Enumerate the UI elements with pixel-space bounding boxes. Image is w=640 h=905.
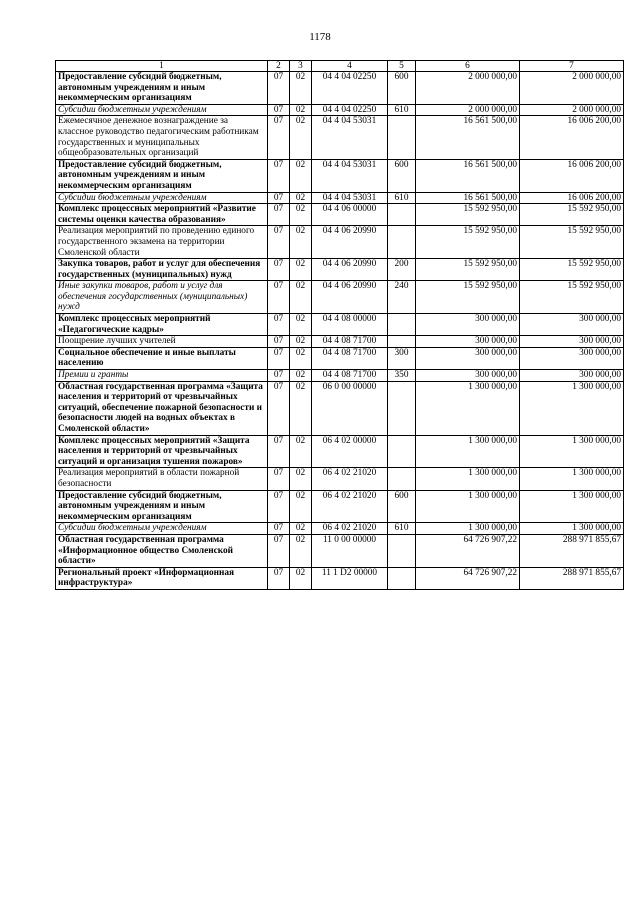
row-amount-year1-cell: 15 592 950,00 <box>416 281 520 314</box>
row-expense-type-cell <box>388 381 416 435</box>
row-expense-type-cell: 300 <box>388 347 416 369</box>
row-section-cell: 07 <box>268 72 290 105</box>
row-subsection-cell: 02 <box>290 490 312 523</box>
row-amount-year1-cell: 300 000,00 <box>416 314 520 336</box>
row-target-code-cell: 04 4 06 00000 <box>312 204 388 226</box>
row-amount-year2-cell: 1 300 000,00 <box>520 381 624 435</box>
row-amount-year2-cell: 288 971 855,67 <box>520 534 624 567</box>
row-target-code-cell: 04 4 08 71700 <box>312 370 388 382</box>
row-expense-type-cell: 610 <box>388 192 416 204</box>
row-name-cell: Комплекс процессных мероприятий «Защита населения и территорий от чрезвычайных ситуаций и организация тушения пожаров» <box>56 435 268 468</box>
row-name-cell: Предоставление субсидий бюджетным, автономным учреждениям и иным некоммерческим организациям <box>56 159 268 192</box>
row-subsection-cell: 02 <box>290 567 312 589</box>
row-expense-type-cell: 600 <box>388 159 416 192</box>
table-row <box>56 347 624 369</box>
table-row <box>56 468 624 490</box>
budget-table <box>55 60 624 590</box>
row-section-cell: 07 <box>268 204 290 226</box>
row-name-cell: Реализация мероприятий по проведению единого государственного экзамена на территории Смоленской области <box>56 226 268 259</box>
row-expense-type-cell: 610 <box>388 523 416 535</box>
row-target-code-cell: 11 0 00 00000 <box>312 534 388 567</box>
row-amount-year2-cell: 300 000,00 <box>520 336 624 348</box>
row-name-cell: Закупка товаров, работ и услуг для обеспечения государственных (муниципальных) нужд <box>56 259 268 281</box>
row-amount-year2-cell: 16 006 200,00 <box>520 159 624 192</box>
row-amount-year1-cell: 1 300 000,00 <box>416 468 520 490</box>
row-name-cell: Субсидии бюджетным учреждениям <box>56 104 268 116</box>
table-row <box>56 336 624 348</box>
row-amount-year1-cell: 15 592 950,00 <box>416 259 520 281</box>
row-amount-year1-cell: 1 300 000,00 <box>416 523 520 535</box>
row-target-code-cell: 04 4 08 00000 <box>312 314 388 336</box>
table-row <box>56 281 624 314</box>
row-amount-year1-cell: 15 592 950,00 <box>416 204 520 226</box>
row-subsection-cell: 02 <box>290 259 312 281</box>
row-amount-year2-cell: 15 592 950,00 <box>520 226 624 259</box>
row-subsection-cell: 02 <box>290 226 312 259</box>
row-target-code-cell: 04 4 04 53031 <box>312 159 388 192</box>
table-row <box>56 370 624 382</box>
column-header-7: 7 <box>520 61 624 72</box>
row-amount-year2-cell: 300 000,00 <box>520 370 624 382</box>
column-header-1: 1 <box>56 61 268 72</box>
row-expense-type-cell: 600 <box>388 490 416 523</box>
row-amount-year1-cell: 15 592 950,00 <box>416 226 520 259</box>
row-subsection-cell: 02 <box>290 104 312 116</box>
row-section-cell: 07 <box>268 226 290 259</box>
row-subsection-cell: 02 <box>290 534 312 567</box>
row-section-cell: 07 <box>268 159 290 192</box>
row-amount-year1-cell: 16 561 500,00 <box>416 116 520 159</box>
row-target-code-cell: 04 4 04 02250 <box>312 104 388 116</box>
row-amount-year1-cell: 300 000,00 <box>416 347 520 369</box>
table-row <box>56 104 624 116</box>
row-subsection-cell: 02 <box>290 435 312 468</box>
row-name-cell: Премии и гранты <box>56 370 268 382</box>
row-section-cell: 07 <box>268 259 290 281</box>
table-row <box>56 192 624 204</box>
row-target-code-cell: 04 4 04 02250 <box>312 72 388 105</box>
row-expense-type-cell <box>388 336 416 348</box>
row-section-cell: 07 <box>268 435 290 468</box>
row-subsection-cell: 02 <box>290 523 312 535</box>
table-row <box>56 567 624 589</box>
row-amount-year2-cell: 288 971 855,67 <box>520 567 624 589</box>
row-target-code-cell: 04 4 06 20990 <box>312 281 388 314</box>
row-name-cell: Комплекс процессных мероприятий «Педагогические кадры» <box>56 314 268 336</box>
table-row <box>56 523 624 535</box>
row-subsection-cell: 02 <box>290 116 312 159</box>
row-amount-year1-cell: 64 726 907,22 <box>416 534 520 567</box>
row-expense-type-cell: 350 <box>388 370 416 382</box>
row-amount-year1-cell: 300 000,00 <box>416 336 520 348</box>
row-amount-year1-cell: 1 300 000,00 <box>416 435 520 468</box>
row-amount-year2-cell: 15 592 950,00 <box>520 259 624 281</box>
row-amount-year1-cell: 1 300 000,00 <box>416 490 520 523</box>
row-amount-year2-cell: 300 000,00 <box>520 347 624 369</box>
row-target-code-cell: 06 4 02 21020 <box>312 523 388 535</box>
row-expense-type-cell: 610 <box>388 104 416 116</box>
row-name-cell: Субсидии бюджетным учреждениям <box>56 523 268 535</box>
row-section-cell: 07 <box>268 116 290 159</box>
table-row <box>56 159 624 192</box>
row-target-code-cell: 06 0 00 00000 <box>312 381 388 435</box>
row-section-cell: 07 <box>268 534 290 567</box>
row-section-cell: 07 <box>268 281 290 314</box>
row-amount-year2-cell: 300 000,00 <box>520 314 624 336</box>
row-amount-year1-cell: 16 561 500,00 <box>416 192 520 204</box>
row-amount-year2-cell: 16 006 200,00 <box>520 192 624 204</box>
row-subsection-cell: 02 <box>290 468 312 490</box>
row-amount-year1-cell: 64 726 907,22 <box>416 567 520 589</box>
row-section-cell: 07 <box>268 567 290 589</box>
row-section-cell: 07 <box>268 523 290 535</box>
row-amount-year2-cell: 1 300 000,00 <box>520 523 624 535</box>
column-header-3: 3 <box>290 61 312 72</box>
column-header-6: 6 <box>416 61 520 72</box>
row-name-cell: Предоставление субсидий бюджетным, автономным учреждениям и иным некоммерческим организациям <box>56 72 268 105</box>
row-target-code-cell: 04 4 04 53031 <box>312 116 388 159</box>
row-amount-year1-cell: 16 561 500,00 <box>416 159 520 192</box>
row-amount-year1-cell: 1 300 000,00 <box>416 381 520 435</box>
row-name-cell: Социальное обеспечение и иные выплаты населению <box>56 347 268 369</box>
row-amount-year2-cell: 2 000 000,00 <box>520 72 624 105</box>
row-name-cell: Иные закупки товаров, работ и услуг для обеспечения государственных (муниципальных) нужд <box>56 281 268 314</box>
row-section-cell: 07 <box>268 336 290 348</box>
row-section-cell: 07 <box>268 490 290 523</box>
row-amount-year2-cell: 15 592 950,00 <box>520 204 624 226</box>
table-row <box>56 381 624 435</box>
row-expense-type-cell <box>388 567 416 589</box>
table-row <box>56 72 624 105</box>
row-subsection-cell: 02 <box>290 204 312 226</box>
row-section-cell: 07 <box>268 104 290 116</box>
row-amount-year1-cell: 2 000 000,00 <box>416 72 520 105</box>
row-name-cell: Комплекс процессных мероприятий «Развитие системы оценки качества образования» <box>56 204 268 226</box>
row-target-code-cell: 04 4 06 20990 <box>312 259 388 281</box>
row-amount-year2-cell: 1 300 000,00 <box>520 435 624 468</box>
row-expense-type-cell: 600 <box>388 72 416 105</box>
row-subsection-cell: 02 <box>290 72 312 105</box>
row-target-code-cell: 04 4 08 71700 <box>312 336 388 348</box>
row-expense-type-cell <box>388 204 416 226</box>
row-subsection-cell: 02 <box>290 192 312 204</box>
row-amount-year2-cell: 16 006 200,00 <box>520 116 624 159</box>
row-section-cell: 07 <box>268 347 290 369</box>
table-row <box>56 116 624 159</box>
row-target-code-cell: 04 4 08 71700 <box>312 347 388 369</box>
row-target-code-cell: 11 1 D2 00000 <box>312 567 388 589</box>
row-amount-year1-cell: 2 000 000,00 <box>416 104 520 116</box>
row-name-cell: Областная государственная программа «Защита населения и территорий от чрезвычайных ситуаций, обеспечение пожарной безопасности и безопасности людей на водных объектах в Смоленской области» <box>56 381 268 435</box>
row-subsection-cell: 02 <box>290 370 312 382</box>
page-number: 1178 <box>309 31 331 43</box>
row-amount-year2-cell: 2 000 000,00 <box>520 104 624 116</box>
row-amount-year2-cell: 1 300 000,00 <box>520 468 624 490</box>
table-row <box>56 490 624 523</box>
row-subsection-cell: 02 <box>290 336 312 348</box>
row-expense-type-cell: 200 <box>388 259 416 281</box>
row-subsection-cell: 02 <box>290 314 312 336</box>
row-subsection-cell: 02 <box>290 281 312 314</box>
row-section-cell: 07 <box>268 381 290 435</box>
row-section-cell: 07 <box>268 468 290 490</box>
row-name-cell: Предоставление субсидий бюджетным, автономным учреждениям и иным некоммерческим организациям <box>56 490 268 523</box>
row-target-code-cell: 04 4 06 20990 <box>312 226 388 259</box>
table-row <box>56 259 624 281</box>
row-amount-year2-cell: 15 592 950,00 <box>520 281 624 314</box>
row-name-cell: Областная государственная программа «Информационное общество Смоленской области» <box>56 534 268 567</box>
row-target-code-cell: 06 4 02 21020 <box>312 468 388 490</box>
column-header-2: 2 <box>268 61 290 72</box>
table-row <box>56 534 624 567</box>
column-header-row <box>56 61 624 72</box>
row-target-code-cell: 06 4 02 21020 <box>312 490 388 523</box>
row-expense-type-cell <box>388 468 416 490</box>
row-expense-type-cell <box>388 435 416 468</box>
row-expense-type-cell <box>388 534 416 567</box>
row-amount-year1-cell: 300 000,00 <box>416 370 520 382</box>
row-target-code-cell: 06 4 02 00000 <box>312 435 388 468</box>
row-amount-year2-cell: 1 300 000,00 <box>520 490 624 523</box>
table-row <box>56 226 624 259</box>
row-target-code-cell: 04 4 04 53031 <box>312 192 388 204</box>
row-subsection-cell: 02 <box>290 347 312 369</box>
table-body <box>56 72 624 590</box>
table-row <box>56 314 624 336</box>
row-expense-type-cell: 240 <box>388 281 416 314</box>
row-name-cell: Ежемесячное денежное вознаграждение за классное руководство педагогическим работникам государственных и муниципальных общеобразовательных организаций <box>56 116 268 159</box>
row-name-cell: Реализация мероприятий в области пожарной безопасности <box>56 468 268 490</box>
table-row <box>56 204 624 226</box>
column-header-4: 4 <box>312 61 388 72</box>
row-name-cell: Субсидии бюджетным учреждениям <box>56 192 268 204</box>
column-header-5: 5 <box>388 61 416 72</box>
row-expense-type-cell <box>388 314 416 336</box>
row-subsection-cell: 02 <box>290 381 312 435</box>
row-subsection-cell: 02 <box>290 159 312 192</box>
row-expense-type-cell <box>388 116 416 159</box>
row-expense-type-cell <box>388 226 416 259</box>
row-section-cell: 07 <box>268 314 290 336</box>
table-row <box>56 435 624 468</box>
row-name-cell: Поощрение лучших учителей <box>56 336 268 348</box>
row-section-cell: 07 <box>268 192 290 204</box>
row-section-cell: 07 <box>268 370 290 382</box>
row-name-cell: Региональный проект «Информационная инфраструктура» <box>56 567 268 589</box>
